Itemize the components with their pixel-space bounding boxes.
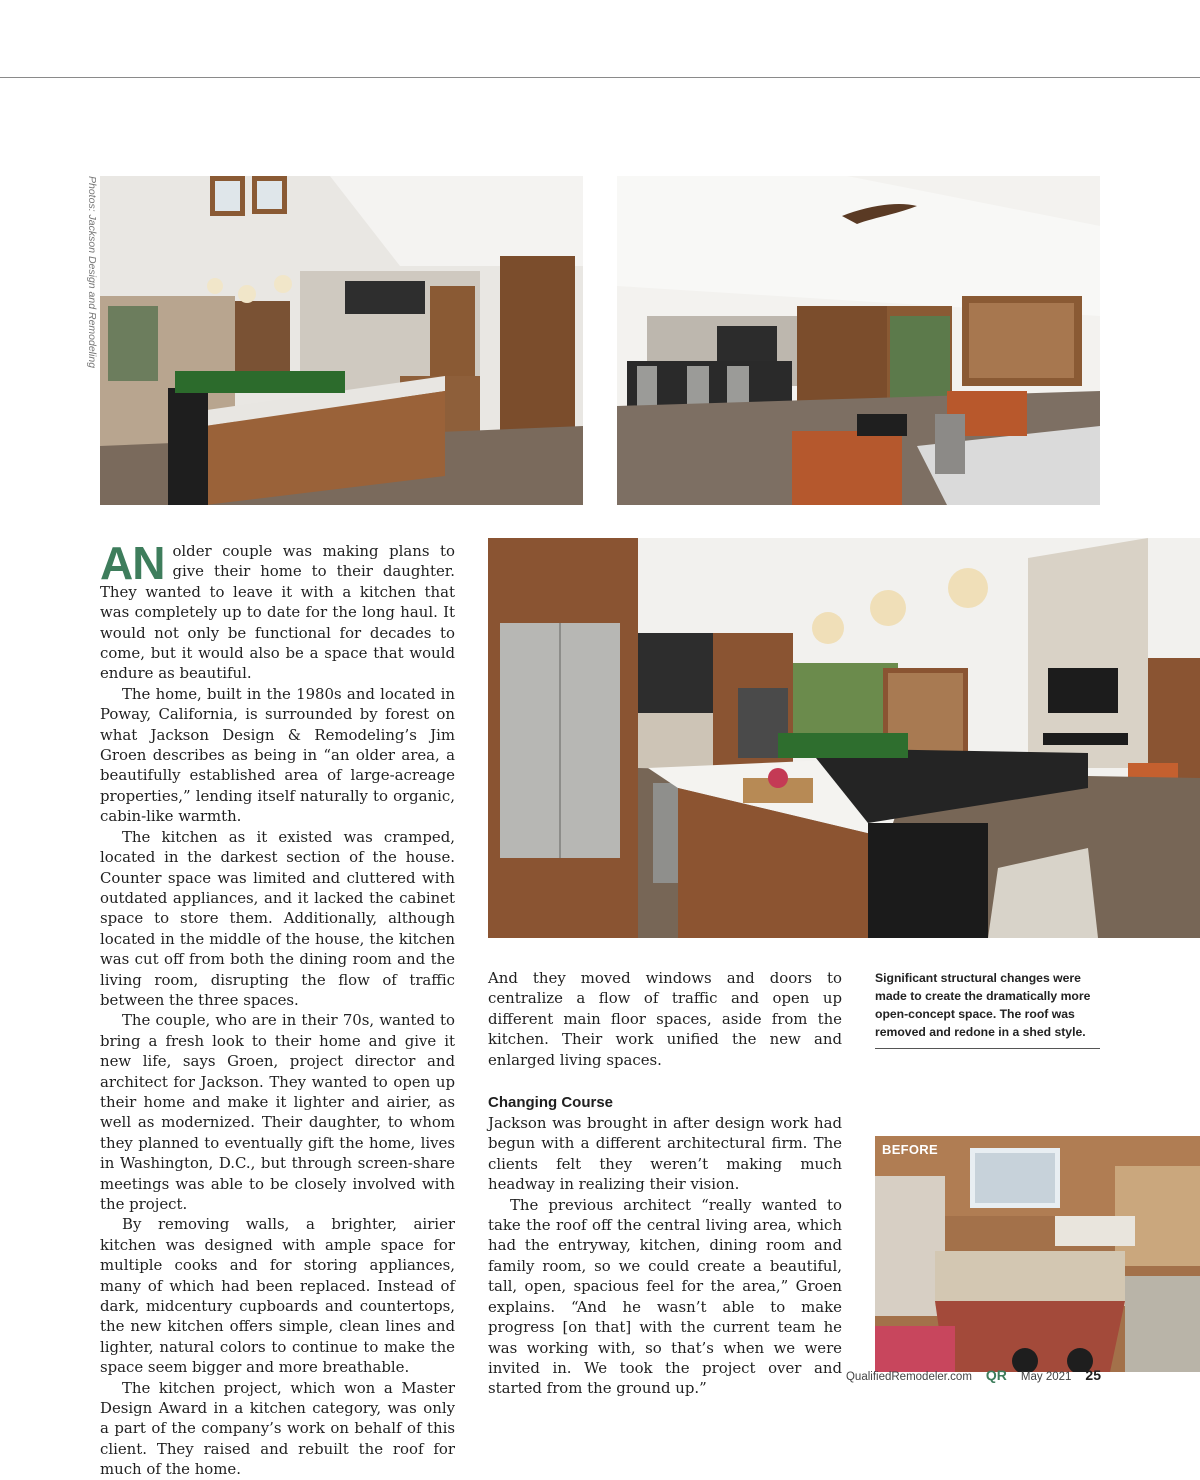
drop-cap: AN [100,537,165,589]
body-paragraph: By removing walls, a brighter, airier kitchen was designed with ample space for multiple cooks and for storing appliances, many of which had been replaced. Instead of dark, midcentury cupboards and countertops, the new kitchen offers simple, clean lines and lighter, natural colors to continue to make the space seem bigger and more breathable. [100,1215,455,1377]
top-rule [0,77,1200,78]
footer-issue: May 2021 [1020,1371,1072,1383]
body-paragraph: The kitchen project, which won a Master Design Award in a kitchen category, was only a part of the company’s work on behalf of this client. They raised and rebuilt the roof for much of the home. [100,1378,455,1479]
open-kitchen-photo [488,538,1200,938]
kitchen-island-photo [100,176,583,505]
body-paragraph: The home, built in the 1980s and located in Poway, California, is surrounded by forest on what Jackson Design & Remodeling’s Jim Groen describes as being in “an older area, a beautifully established area of large-acreage properties,” lending itself naturally to organic, cabin-like warmth. [100,684,455,826]
photo-credit: Photos: Jackson Design and Remodeling [86,176,98,369]
page-footer [846,1367,1101,1383]
living-room-photo [617,176,1100,505]
lead-paragraph [100,537,455,684]
page-number: 25 [1085,1367,1101,1383]
body-paragraph: Jackson was brought in after design work had begun with a different architectural firm. The clients felt they weren’t making much headway in realizing their vision. [488,1114,842,1194]
footer-logo: QR [985,1367,1007,1383]
article-column-1 [100,537,455,1480]
body-paragraph: And they moved windows and doors to centralize a flow of traffic and open up different main floor spaces, aside from the kitchen. Their work unified the new and enlarged living spaces. [488,969,842,1069]
body-paragraph: The previous architect “really wanted to take the roof off the central living area, which had the entryway, kitchen, dining room and family room, so we could create a beautiful, tall, open, spacious feel for the area,” Groen explains. “And he wasn’t able to make progress [on that] with the current team he was working with, so that’s when we were invited in. We took the project over and started from the ground up.” [488,1195,842,1398]
section-subhead: Changing Course [488,1094,614,1112]
body-paragraph: The kitchen as it existed was cramped, located in the darkest section of the house. Counter space was limited and cluttered with outdated appliances, and it lacked the cabinet space to store them. Additionally, although located in the middle of the house, the kitchen was cut off from both the dining room and the living room, disrupting the flow of traffic between the three spaces. [100,827,455,1009]
lead-text: older couple was making plans to give their home to their daughter. They wanted to leave it with a kitchen that was completely up to date for the long haul. It would not only be functional for decades to come, but it would also be a space that would endure as beautiful. [100,542,455,683]
before-kitchen-photo [875,1136,1200,1372]
body-paragraph: The couple, who are in their 70s, wanted to bring a fresh look to their home and give it new life, says Groen, project director and architect for Jackson. They wanted to open up their home and make it lighter and airier, as well as modernized. Their daughter, to whom they planned to eventually gift the home, lives in Washington, D.C., but through screen-share meetings was able to be closely involved with the project. [100,1011,455,1213]
photo-caption: Significant structural changes were made to create the dramatically more open-concept space. The roof was removed and redone in a shed style. [875,969,1100,1049]
footer-site: QualifiedRemodeler.com [845,1371,972,1383]
before-label: BEFORE [882,1142,938,1157]
article-column-2 [488,968,842,1399]
